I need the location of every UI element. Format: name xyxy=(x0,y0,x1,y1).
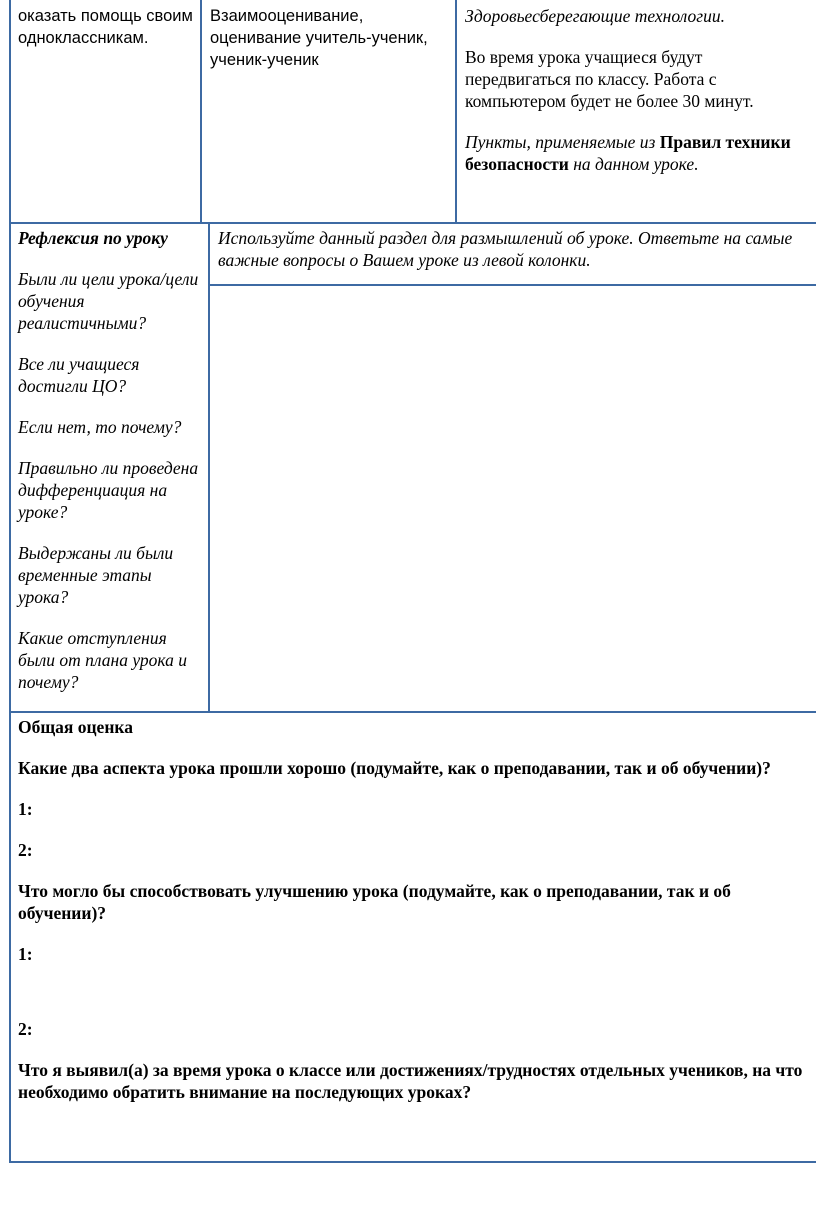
summary-question-3: Что я выявил(а) за время урока о классе или достижениях/трудностях отдельных учеников, на что необходимо обратить внимание на последующих уроках? xyxy=(18,1060,803,1102)
summary-q1-item-2: 2: xyxy=(18,840,33,860)
col-divider-top-1 xyxy=(200,0,202,223)
top-cell-2 xyxy=(210,5,454,71)
summary-heading: Общая оценка xyxy=(18,717,133,737)
reflection-questions-cell xyxy=(18,227,204,693)
col-divider-top-2 xyxy=(455,0,457,223)
summary-q2-item-1: 1: xyxy=(18,944,33,964)
reflection-inner-divider xyxy=(209,284,816,286)
summary-question-1: Какие два аспекта урока прошли хорошо (подумайте, как о преподавании, так и об обучении)? xyxy=(18,758,771,778)
reflection-question: Если нет, то почему? xyxy=(18,417,182,437)
safety-rules-text: Пункты, применяемые из Правил техники безопасности на данном уроке. xyxy=(465,132,791,174)
table-border-left xyxy=(9,0,11,1163)
top-cell-3 xyxy=(465,5,816,175)
col-divider-reflection xyxy=(208,223,210,712)
top-cell-2-text: Взаимооценивание, оценивание учитель-ученик, ученик-ученик xyxy=(210,7,428,69)
reflection-instruction-cell xyxy=(218,227,808,271)
reflection-question: Какие отступления были от плана урока и почему? xyxy=(18,628,187,692)
reflection-heading: Рефлексия по уроку xyxy=(18,228,168,248)
health-tech-text: Во время урока учащиеся будут передвигаться по классу. Работа с компьютером будет не более 30 минут. xyxy=(465,47,754,111)
summary-q2-item-2: 2: xyxy=(18,1019,33,1039)
row-divider-1 xyxy=(9,222,816,224)
summary-q1-item-1: 1: xyxy=(18,799,33,819)
reflection-instruction: Используйте данный раздел для размышлений об уроке. Ответьте на самые важные вопросы о Вашем уроке из левой колонки. xyxy=(218,228,793,270)
reflection-question: Все ли учащиеся достигли ЦО? xyxy=(18,354,140,396)
reflection-question: Были ли цели урока/цели обучения реалистичными? xyxy=(18,269,199,333)
row-divider-2 xyxy=(9,711,816,713)
summary-question-2: Что могло бы способствовать улучшению урока (подумайте, как о преподавании, так и об обучении)? xyxy=(18,881,731,923)
health-tech-title: Здоровьесберегающие технологии. xyxy=(465,6,725,26)
reflection-answer-area xyxy=(212,288,812,708)
summary-cell xyxy=(18,716,816,1103)
reflection-question: Выдержаны ли были временные этапы урока? xyxy=(18,543,174,607)
table-border-bottom xyxy=(9,1161,816,1163)
top-cell-1 xyxy=(18,5,196,49)
top-cell-1-text: оказать помощь своим одноклассникам. xyxy=(18,7,193,47)
reflection-question: Правильно ли проведена дифференциация на уроке? xyxy=(18,458,199,522)
